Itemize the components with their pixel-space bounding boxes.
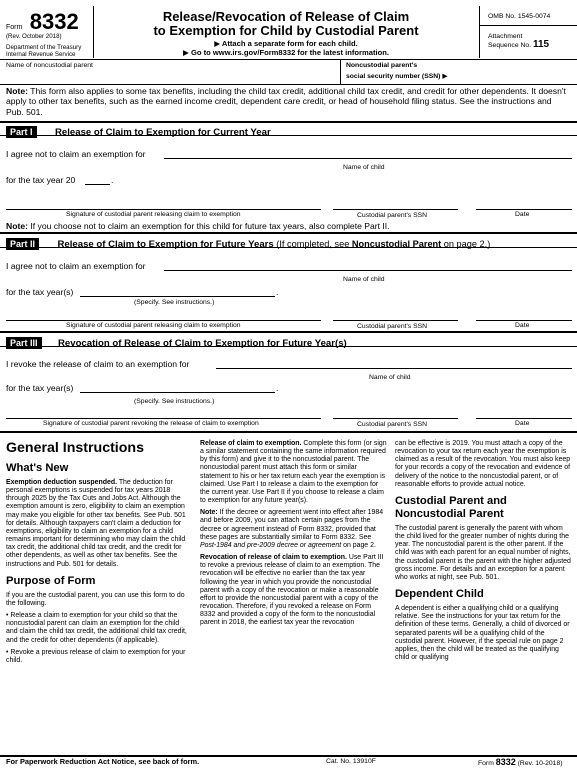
form-number: 8332 (29, 9, 79, 34)
form-number-block (6, 9, 79, 35)
top-note-text: This form also applies to some tax benefits, including the child tax credit, additional child tax credit, and credit for other dependents. It doesn't apply to other tax benefits, such as the earned income credit, dependent care credit, or head of household filing status. See the instructions and Pub. 501. (6, 86, 566, 117)
part-2-tax-years-text: for the tax year(s) (6, 287, 74, 297)
part-2-title-paren: (If completed, see (273, 239, 352, 249)
part-2-signature-label: Signature of custodial parent releasing claim to exemption (66, 322, 241, 329)
part-2-name-of-child-label: Name of child (343, 276, 385, 283)
part-3-header (6, 333, 347, 351)
part-3-date-label: Date (515, 420, 530, 427)
sequence-label: Sequence No. (488, 42, 532, 49)
purpose-heading: Purpose of Form (6, 574, 96, 587)
part-3-name-of-child-label: Name of child (369, 374, 411, 381)
agency: Internal Revenue Service (6, 51, 76, 58)
part-2-title: Release of Claim to Exemption for Future Years (57, 239, 274, 250)
part-1-tax-year-field[interactable] (85, 184, 110, 185)
form-label: Form (6, 24, 23, 31)
part-1-ssn-label: Custodial parent's SSN (357, 212, 428, 219)
part-1-signature-label: Signature of custodial parent releasing claim to exemption (66, 211, 241, 218)
part-1-note-text: If you choose not to claim an exemption for this child for future tax years, also complete Part II. (27, 221, 390, 231)
dependent-heading: Dependent Child (395, 588, 484, 601)
attach-instruction: ▶ Attach a separate form for each child. (214, 39, 358, 48)
whats-new-heading: What's New (6, 462, 69, 474)
part-2-ssn-label: Custodial parent's SSN (357, 323, 428, 330)
paperwork-notice: For Paperwork Reduction Act Notice, see back of form. (6, 757, 200, 766)
part-2-title-ref: Noncustodial Parent (351, 239, 442, 249)
website-instruction: ▶ Go to www.irs.gov/Form8332 for the latest information. (183, 48, 389, 57)
sequence-number: 115 (532, 39, 550, 50)
top-note-label: Note: (6, 86, 28, 96)
part-3-signature-field[interactable] (6, 418, 321, 419)
attachment-label: Attachment (488, 33, 523, 40)
top-note (6, 86, 570, 117)
revision-date: (Rev. October 2018) (6, 33, 62, 40)
period: . (111, 175, 114, 185)
footer-form-number: 8332 (495, 757, 516, 767)
part-1-date-label: Date (515, 211, 530, 218)
part-3-tax-years-field[interactable] (80, 392, 275, 393)
footer-revision: (Rev. 10-2018) (517, 760, 563, 767)
form-title-line-2: to Exemption for Child by Custodial Parent (153, 23, 419, 38)
noncustodial-name-label: Name of noncustodial parent (6, 62, 93, 69)
part-1-ssn-field[interactable] (333, 209, 458, 210)
general-instructions-heading: General Instructions (6, 440, 144, 456)
form-title-line-1: Release/Revocation of Release of Claim (162, 9, 410, 24)
part-3-specify-label: (Specify. See instructions.) (134, 398, 215, 405)
noncustodial-ssn-field[interactable] (458, 64, 573, 82)
part-2-date-field[interactable] (476, 320, 572, 321)
instructions-column-2: Release of claim to exemption. Complete this form (or sign a similar statement containing the same information required by this form) and give it to the noncustodial parent. The noncustodial parent must attach this form or similar statement to his or her tax return each year the exemption is claimed. Use Part I to release a claim to the exemption for the current year. Use Part II if you choose to release a claim to exemption for any future year(s). Note: If the decree or agreement went into effect after 1984 and before 2009, you can attach certain pages from the decree or agreement instead of Form 8332, provided that these pages are substantially similar to Form 8332. See Post-1984 and pre-2009 decree or agreement on page 2. Revocation of release of claim to exemption. Use Part III to revoke a previous release of claim to an exemption. The revocation will be effective no earlier than the tax year following the year in which you provide the noncustodial parent with a copy of the revocation or make a reasonable effort to provide the noncustodial parent with a copy of the revocation. Therefore, if you revoked a release on Form 8332 and provided a copy of the form to the noncustodial parent in 2018, the earliest tax year the revocation (200, 440, 387, 627)
noncustodial-name-field[interactable] (6, 70, 336, 82)
part-1-header (6, 122, 271, 140)
part-2-ssn-field[interactable] (333, 320, 458, 321)
ssn-label-2: social security number (SSN) ▶ (346, 73, 448, 80)
part-2-date-label: Date (515, 322, 530, 329)
part-3-ssn-field[interactable] (333, 418, 458, 419)
part-2-child-name-field[interactable] (164, 270, 572, 271)
sequence-block (488, 41, 549, 49)
part-3-revoke-text: I revoke the release of claim to an exemption for (6, 359, 190, 369)
part-2-agree-text: I agree not to claim an exemption for (6, 261, 146, 271)
part-3-child-name-field[interactable] (216, 368, 572, 369)
omb-number: OMB No. 1545-0074 (488, 13, 551, 20)
instructions-column-3: can be effective is 2019. You must attach a copy of the revocation to your tax return each year the exemption is claimed as a result of the revocation. You must also keep for your records a copy of the revocation and evidence of delivery of the notice to the noncustodial parent, or of reasonable efforts to provide actual notice. Custodial Parent and Noncustodial Parent The custodial parent is generally the parent with whom the child lived for the greater number of nights during the year. The noncustodial parent is the other parent. If the child was with each parent for an equal number of nights, the custodial parent is the parent with the higher adjusted gross income. For details and an exception for a parent who works at night, see Pub. 501. Dependent Child A dependent is either a qualifying child or a qualifying relative. See the instructions for your tax return for the definition of these terms. Generally, a child of divorced or separated parents will be a qualifying child of the custodial parent. However, if the special rule on page 2 applies, then the child will be treated as the qualifying child or qualifying (395, 440, 573, 666)
custodial-heading: Custodial Parent and Noncustodial Parent (395, 494, 507, 520)
catalog-number: Cat. No. 13910F (326, 758, 376, 765)
part-3-ssn-label: Custodial parent's SSN (357, 421, 428, 428)
part-1-name-of-child-label: Name of child (343, 164, 385, 171)
part-2-tax-years-field[interactable] (80, 296, 275, 297)
part-1-child-name-field[interactable] (164, 158, 572, 159)
part-1-note-label: Note: (6, 221, 28, 231)
part-1-tag: Part I (6, 126, 37, 138)
part-3-signature-label: Signature of custodial parent revoking the release of claim to exemption (43, 420, 259, 427)
part-3-tag: Part III (6, 337, 42, 349)
part-2-title-end: on page 2.) (441, 239, 491, 249)
part-2-signature-field[interactable] (6, 320, 321, 321)
part-1-agree-text: I agree not to claim an exemption for (6, 149, 146, 159)
part-3-date-field[interactable] (476, 418, 572, 419)
part-1-date-field[interactable] (476, 209, 572, 210)
instructions-column-1: General Instructions What's New Exemption deduction suspended. The deduction for personal exemptions is suspended for tax years 2018 through 2025 by the Tax Cuts and Jobs Act. Although the exemption amount is zero, eligibility to claim an exemption may make you eligible for other tax benefits. See Pub. 501 for details. Although taxpayers can't claim a deduction for exemptions, eligibility to claim an exemption for a child remains important for determining who may claim the child tax credit, the additional child tax credit, and the credit for other dependents, as well as other tax benefits. See the instructions and Pub. 501 for details. Purpose of Form If you are the custodial parent, you can use this form to do the following. • Release a claim to exemption for your child so that the noncustodial parent can claim an exemption for the child and claim the child tax credit, the additional child tax credit, and the credit for other dependents (if applicable). • Revoke a previous release of claim to exemption for your child. (6, 440, 192, 669)
part-2-specify-label: (Specify. See instructions.) (134, 299, 215, 306)
part-3-tax-years-text: for the tax year(s) (6, 383, 74, 393)
ssn-label-1: Noncustodial parent's (346, 62, 418, 69)
period: . (276, 383, 279, 393)
part-1-title: Release of Claim to Exemption for Current Year (54, 127, 271, 138)
part-2-tag: Part II (6, 238, 39, 250)
department: Department of the Treasury (6, 44, 82, 51)
part-2-header (6, 234, 490, 252)
part-1-signature-field[interactable] (6, 209, 321, 210)
part-1-note (6, 221, 390, 231)
footer-form-id (478, 757, 563, 767)
period: . (276, 287, 279, 297)
footer-form-label: Form (478, 760, 494, 767)
part-1-tax-year-text: for the tax year 20 (6, 175, 76, 185)
part-3-title: Revocation of Release of Claim to Exemption for Future Year(s) (57, 338, 347, 349)
